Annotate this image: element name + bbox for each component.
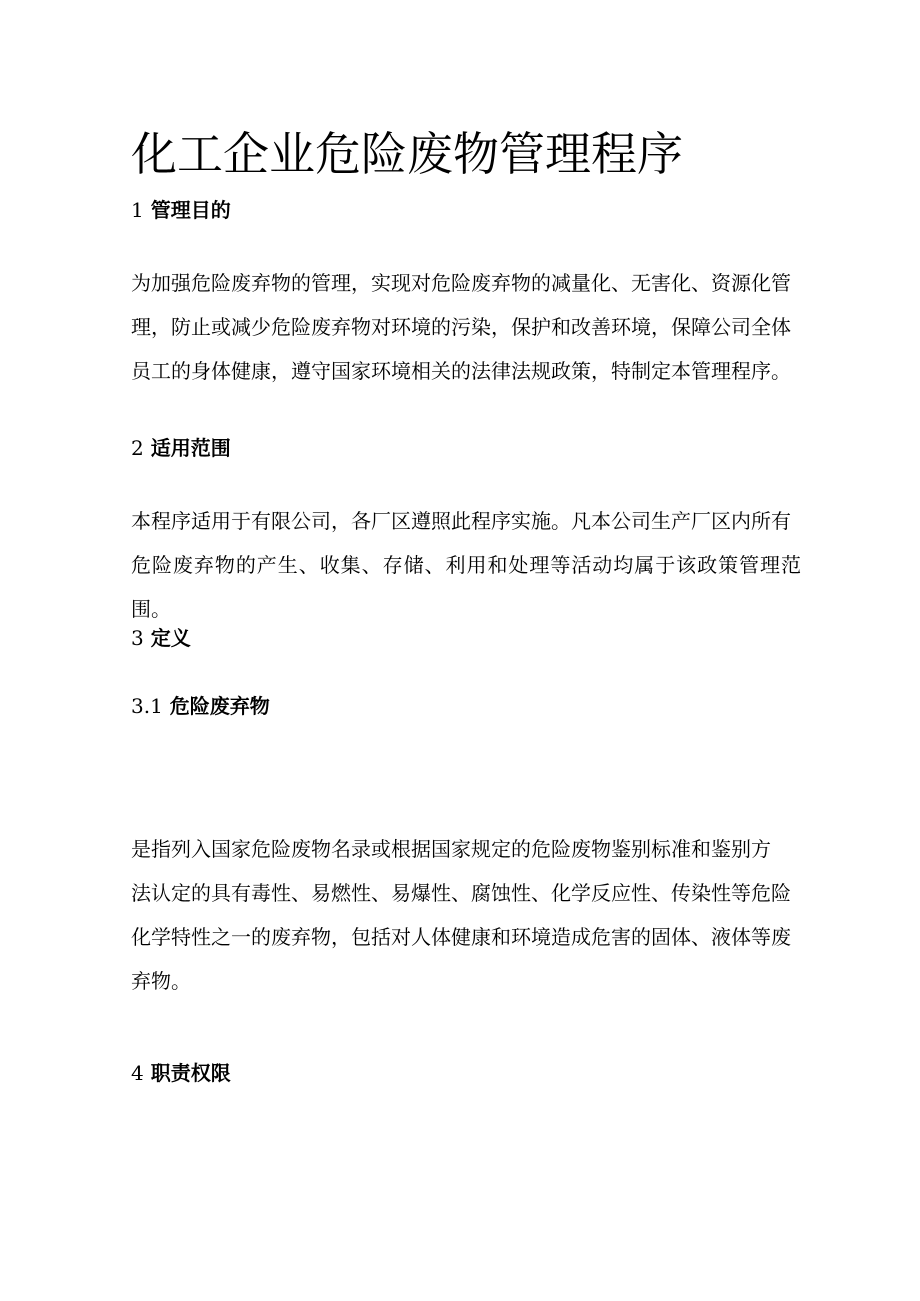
paragraph-line: 危险废弃物的产生、收集、存储、利用和处理等活动均属于该政策管理范围。 xyxy=(131,553,801,621)
section-number: 3 xyxy=(131,626,144,650)
section-number: 1 xyxy=(131,198,144,222)
section-title: 职责权限 xyxy=(150,1061,231,1085)
section-heading-4 xyxy=(131,1059,231,1087)
section-title: 定义 xyxy=(150,626,191,650)
section-title: 适用范围 xyxy=(150,436,231,460)
section-heading-2 xyxy=(131,434,231,462)
section-heading-3-1 xyxy=(131,692,270,720)
paragraph-line: 是指列入国家危险废物名录或根据国家规定的危险废物鉴别标准和鉴别方 xyxy=(131,837,771,861)
section-1-paragraph xyxy=(131,261,801,393)
paragraph-line: 本程序适用于有限公司，各厂区遵照此程序实施。凡本公司生产厂区内所有 xyxy=(131,509,791,533)
section-title: 管理目的 xyxy=(150,198,231,222)
section-number: 3.1 xyxy=(131,694,163,718)
paragraph-line: 为加强危险废弃物的管理，实现对危险废弃物的减量化、无害化、资源化管 xyxy=(131,271,791,295)
section-heading-1 xyxy=(131,196,231,224)
paragraph-line: 理，防止或减少危险废弃物对环境的污染，保护和改善环境，保障公司全体 xyxy=(131,315,791,339)
paragraph-line: 员工的身体健康，遵守国家环境相关的法律法规政策，特制定本管理程序。 xyxy=(131,359,791,383)
section-3-1-paragraph xyxy=(131,827,801,1003)
paragraph-line: 法认定的具有毒性、易燃性、易爆性、腐蚀性、化学反应性、传染性等危险 xyxy=(131,881,791,905)
section-2-paragraph xyxy=(131,499,801,631)
section-title: 危险废弃物 xyxy=(169,694,270,718)
section-number: 2 xyxy=(131,436,144,460)
paragraph-line: 弃物。 xyxy=(131,969,191,993)
section-number: 4 xyxy=(131,1061,144,1085)
document-title: 化工企业危险废物管理程序 xyxy=(131,127,683,181)
section-heading-3 xyxy=(131,624,191,652)
paragraph-line: 化学特性之一的废弃物，包括对人体健康和环境造成危害的固体、液体等废 xyxy=(131,925,791,949)
